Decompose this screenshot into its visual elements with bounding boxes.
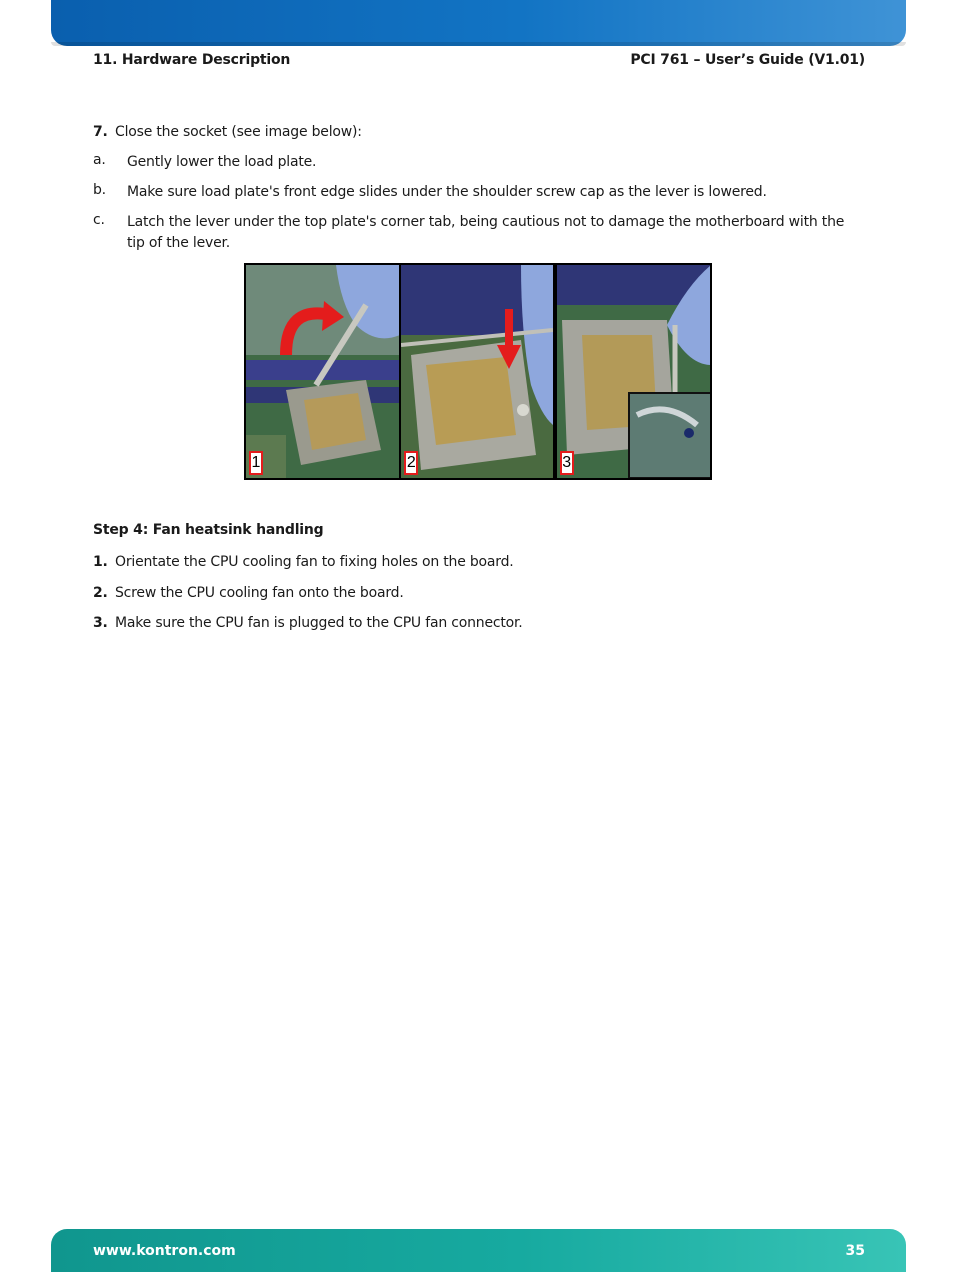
cpu-socket-photo-1 xyxy=(246,265,399,478)
list-item-number: 1. xyxy=(93,554,108,570)
step-4-heading: Step 4: Fan heatsink handling xyxy=(93,522,324,538)
sub-item-letter: b. xyxy=(93,182,106,198)
step-marker-1: 1 xyxy=(249,451,263,475)
header-band xyxy=(51,0,906,46)
sub-item-text: Make sure load plate's front edge slides under the shoulder screw cap as the lever is lowered. xyxy=(127,184,767,200)
list-item-text: Orientate the CPU cooling fan to fixing holes on the board. xyxy=(115,554,514,570)
list-item xyxy=(93,583,404,604)
sub-item-text: Latch the lever under the top plate's corner tab, being cautious not to damage the motherboard with the tip of the lever. xyxy=(127,214,845,251)
photo-panel-1 xyxy=(246,265,399,478)
photo-panel-3 xyxy=(555,265,710,478)
page-number: 35 xyxy=(845,1243,865,1259)
list-item-text: Make sure the CPU fan is plugged to the CPU fan connector. xyxy=(115,615,523,631)
step-number: 7. xyxy=(93,124,108,140)
sub-item-letter: a. xyxy=(93,152,106,168)
socket-closing-photo-strip xyxy=(244,263,712,480)
sub-item-text: Gently lower the load plate. xyxy=(127,154,317,170)
list-item-text: Screw the CPU cooling fan onto the board. xyxy=(115,585,404,601)
document-title: PCI 761 – User’s Guide (V1.01) xyxy=(630,52,865,68)
list-item xyxy=(93,613,523,634)
list-item xyxy=(93,552,514,573)
list-item-number: 2. xyxy=(93,585,108,601)
list-item-number: 3. xyxy=(93,615,108,631)
cpu-socket-photo-2 xyxy=(401,265,553,478)
section-title: 11. Hardware Description xyxy=(93,52,291,68)
cpu-socket-photo-3 xyxy=(557,265,710,478)
sub-item-letter: c. xyxy=(93,212,105,228)
step-marker-2: 2 xyxy=(404,451,418,475)
step-text: Close the socket (see image below): xyxy=(115,124,362,140)
photo-panel-2 xyxy=(399,265,554,478)
website-link[interactable]: www.kontron.com xyxy=(93,1243,236,1259)
step-marker-3: 3 xyxy=(560,451,574,475)
step-7-line xyxy=(93,122,362,143)
